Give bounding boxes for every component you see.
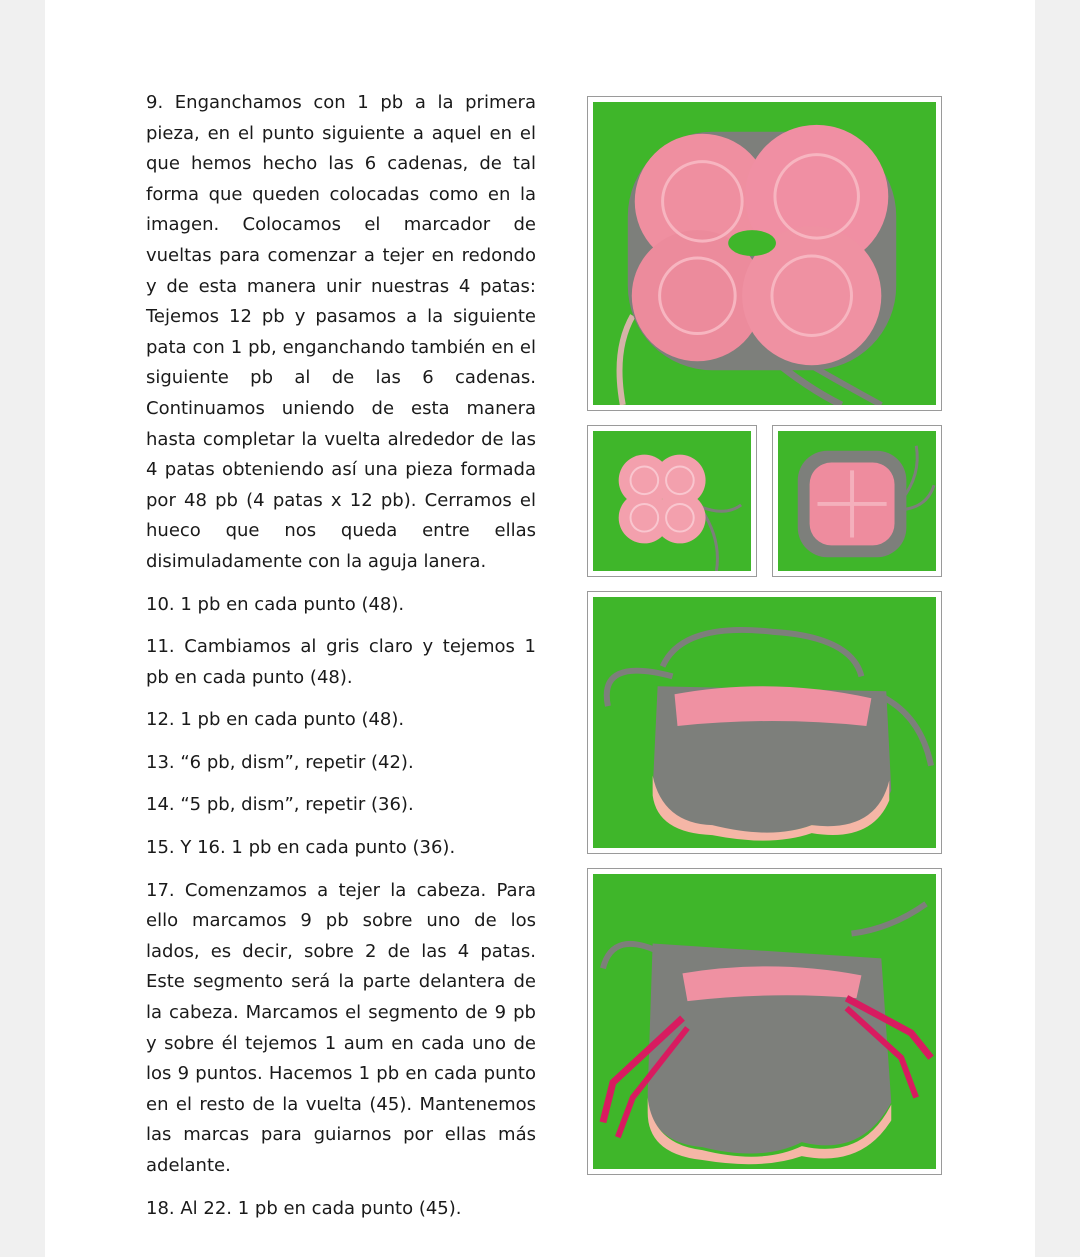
photo-body-side xyxy=(587,591,942,854)
instructions-column xyxy=(146,88,536,1236)
step-13: 13. “6 pb, dism”, repetir (42). xyxy=(146,751,414,773)
joined-legs-image xyxy=(593,102,936,405)
step-17: 17. Comenzamos a tejer la cabeza. Para ello marcamos 9 pb sobre uno de los lados, es decir, sobre 2 de las 4 patas. Este segmento será la parte delantera de la cabeza. Marcamos el segmento de 9 pb y sobre él tejemos 1 aum en cada uno de los 9 puntos. Hacemos 1 pb en cada punto en el resto de la vuelta (45). Mantenemos las marcas para guiarnos por ellas más adelante. xyxy=(146,879,536,1176)
head-markers-image xyxy=(593,874,936,1169)
piece-front-image xyxy=(593,431,751,571)
step-18-22: 18. Al 22. 1 pb en cada punto (45). xyxy=(146,1197,462,1219)
piece-gray-border-image xyxy=(778,431,936,571)
step-14: 14. “5 pb, dism”, repetir (36). xyxy=(146,794,414,816)
step-11: 11. Cambiamos al gris claro y tejemos 1 pb en cada punto (48). xyxy=(146,636,536,688)
step-10: 10. 1 pb en cada punto (48). xyxy=(146,593,405,615)
document-page xyxy=(45,0,1035,1257)
body-side-image xyxy=(593,597,936,848)
step-15-16: 15. Y 16. 1 pb en cada punto (36). xyxy=(146,837,456,859)
photo-joined-legs xyxy=(587,96,942,411)
photo-piece-gray-border xyxy=(772,425,942,577)
step-9: 9. Enganchamos con 1 pb a la primera pieza, en el punto siguiente a aquel en el que hemos hecho las 6 cadenas, de tal forma que queden colocadas como en la imagen. Colocamos el marcador de vueltas para comenzar a tejer en redondo y de esta manera unir nuestras 4 patas: Tejemos 12 pb y pasamos a la siguiente pata con 1 pb, enganchando también en el siguiente pb al de las 6 cadenas. Continuamos uniendo de esta manera hasta completar la vuelta alrededor de las 4 patas obteniendo así una pieza formada por 48 pb (4 patas x 12 pb). Cerramos el hueco que nos queda entre ellas disimuladamente con la aguja lanera. xyxy=(146,92,536,572)
photo-head-markers xyxy=(587,868,942,1175)
step-12: 12. 1 pb en cada punto (48). xyxy=(146,709,405,731)
photo-piece-front xyxy=(587,425,757,577)
